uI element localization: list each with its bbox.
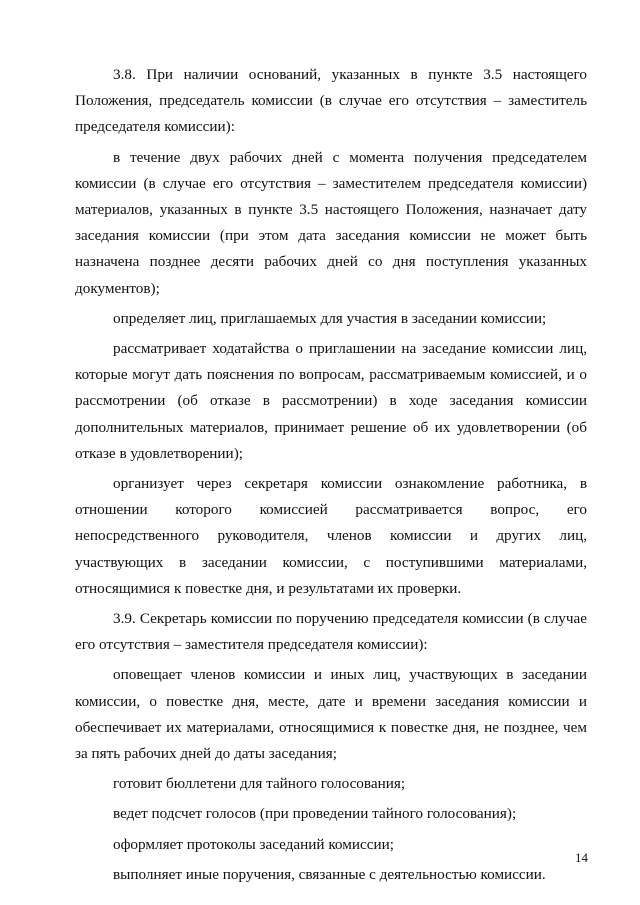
- paragraph-3-9: 3.9. Секретарь комиссии по поручению председателя комиссии (в случае его отсутствия – заместителя председателя комиссии):: [75, 610, 587, 654]
- paragraph-notify-members: оповещает членов комиссии и иных лиц, участвующих в заседании комиссии, о повестке дня, месте, дате и времени заседания комиссии и обеспечивает их материалами, относящимися к повестке дня, не позднее, чем за пять рабочих дней до даты заседания;: [75, 666, 587, 763]
- document-body: [75, 62, 587, 892]
- paragraph-petitions: рассматривает ходатайства о приглашении на заседание комиссии лиц, которые могут дать пояснения по вопросам, рассматриваемым комиссией, и о рассмотрении (об отказе в рассмотрении) в ходе заседания комиссии дополнительных материалов, принимает решение об их удовлетворении (об отказе в удовлетворении);: [75, 340, 587, 462]
- paragraph-familiarization: организует через секретаря комиссии ознакомление работника, в отношении которого комиссией рассматривается вопрос, его непосредственного руководителя, членов комиссии и других лиц, участвующих в заседании комиссии, с поступившими материалами, относящимися к повестке дня, и результатами их проверки.: [75, 475, 587, 597]
- paragraph-protocols: оформляет протоколы заседаний комиссии;: [113, 835, 394, 853]
- paragraph-invited-persons: определяет лиц, приглашаемых для участия в заседании комиссии;: [113, 309, 547, 327]
- paragraph-3-8: 3.8. При наличии оснований, указанных в пункте 3.5 настоящего Положения, председатель комиссии (в случае его отсутствия – заместитель председателя комиссии):: [75, 66, 587, 136]
- paragraph-ballots: готовит бюллетени для тайного голосования;: [113, 775, 406, 793]
- paragraph-set-meeting-date: в течение двух рабочих дней с момента получения председателем комиссии (в случае его отсутствия – заместителем председателя комиссии) материалов, указанных в пункте 3.5 настоящего Положения, назначает дату заседания комиссии (при этом дата заседания комиссии не может быть назначена позднее десяти рабочих дней со дня поступления указанных документов);: [75, 148, 587, 297]
- paragraph-vote-count: ведет подсчет голосов (при проведении тайного голосования);: [113, 805, 517, 823]
- paragraph-other-tasks: выполняет иные поручения, связанные с деятельностью комиссии.: [113, 865, 546, 883]
- page-number: 14: [575, 850, 588, 865]
